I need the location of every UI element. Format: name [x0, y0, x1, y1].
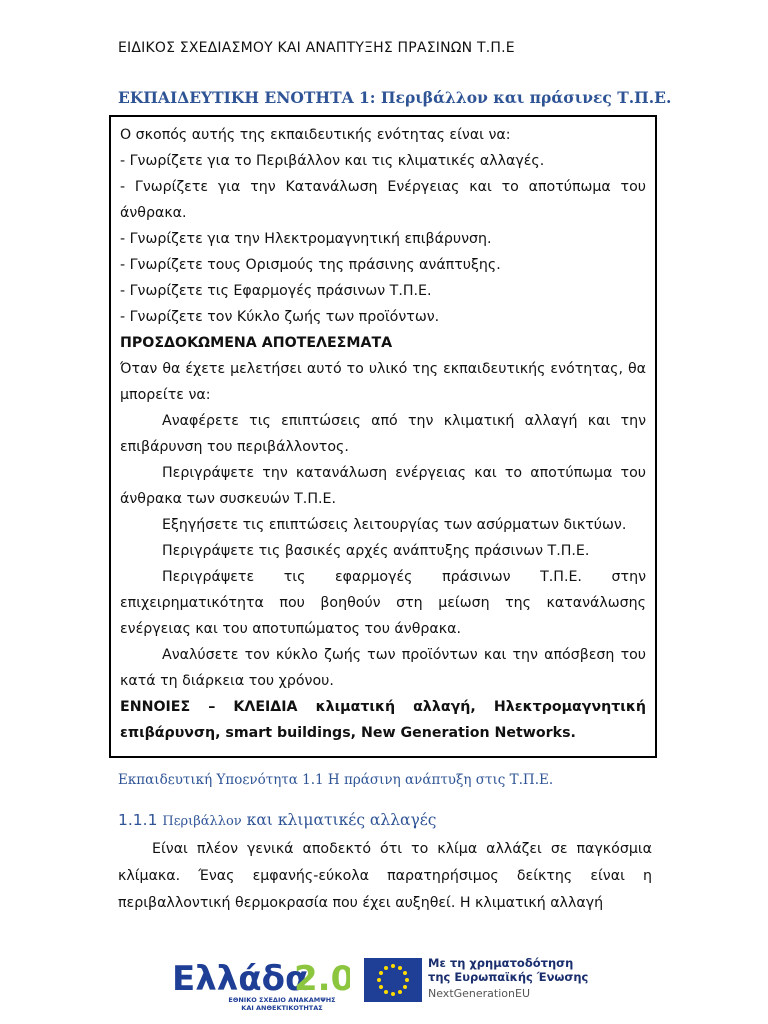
- eu-logo-line2: της Ευρωπαϊκής Ένωσης: [428, 970, 589, 984]
- outcome-item: Αναλύσετε τον κύκλο ζωής των προϊόντων και την απόσβεση του κατά τη διάρκεια του χρόνου.: [120, 647, 646, 689]
- eu-flag-icon: [364, 958, 422, 1002]
- greece-logo-main: Ελλάδα: [172, 959, 309, 999]
- goal-item: - Γνωρίζετε για την Κατανάλωση Ενέργειας και το αποτύπωμα του άνθρακα.: [120, 179, 646, 221]
- subunit-title: Εκπαιδευτική Υποενότητα 1.1 Η πράσινη ανάπτυξη στις Τ.Π.Ε.: [118, 772, 554, 788]
- eu-logo-line1: Με τη χρηματοδότηση: [428, 956, 574, 970]
- body-text: [118, 836, 652, 917]
- outcome-item: Περιγράψετε την κατανάλωση ενέργειας και το αποτύπωμα του άνθρακα των συσκευών Τ.Π.Ε.: [120, 465, 646, 507]
- eu-logo-text: [428, 956, 588, 1001]
- goal-item: - Γνωρίζετε για την Ηλεκτρομαγνητική επιβάρυνση.: [120, 231, 492, 247]
- section-title-word: Περιβάλλον: [162, 814, 242, 829]
- objectives-box: [109, 115, 657, 758]
- keywords: ΕΝΝΟΙΕΣ – ΚΛΕΙΔΙΑ κλιματική αλλαγή, Ηλεκτρομαγνητική επιβάρυνση, smart buildings, New Generation Networks.: [120, 699, 646, 741]
- goal-item: - Γνωρίζετε τον Κύκλο ζωής των προϊόντων.: [120, 309, 440, 325]
- footer-logos: [0, 940, 768, 1024]
- outcome-item: Περιγράψετε τις βασικές αρχές ανάπτυξης πράσινων Τ.Π.Ε.: [162, 543, 590, 559]
- goal-item: - Γνωρίζετε τους Ορισμούς της πράσινης ανάπτυξης.: [120, 257, 501, 273]
- outcome-item: Περιγράψετε τις εφαρμογές πράσινων Τ.Π.Ε. στην επιχειρηματικότητα που βοηθούν στη μείωση της κατανάλωσης ενέργειας και του αποτυπώματος του άνθρακα.: [120, 569, 646, 637]
- outcomes-intro: Όταν θα έχετε μελετήσει αυτό το υλικό της εκπαιδευτικής ενότητας, θα μπορείτε να:: [120, 361, 646, 403]
- goal-item: - Γνωρίζετε για το Περιβάλλον και τις κλιματικές αλλαγές.: [120, 153, 545, 169]
- outcomes-heading: ΠΡΟΣΔΟΚΩΜΕΝΑ ΑΠΟΤΕΛΕΣΜΑΤΑ: [120, 335, 393, 351]
- eu-funding-logo: [360, 952, 590, 1016]
- greece-logo-num: 2.0: [294, 959, 350, 999]
- section-title-rest: και κλιματικές αλλαγές: [246, 811, 437, 829]
- greece-logo-sub2: ΚΑΙ ΑΝΘΕΚΤΙΚΟΤΗΤΑΣ: [241, 1004, 323, 1012]
- eu-logo-line3: NextGenerationEU: [428, 987, 530, 1000]
- greece-2-0-logo: [172, 952, 350, 1016]
- page-header: ΕΙΔΙΚΟΣ ΣΧΕΔΙΑΣΜΟΥ ΚΑΙ ΑΝΑΠΤΥΞΗΣ ΠΡΑΣΙΝΩΝ Τ.Π.Ε: [118, 40, 515, 56]
- unit-title: ΕΚΠΑΙΔΕΥΤΙΚΗ ΕΝΟΤΗΤΑ 1: Περιβάλλον και πράσινες Τ.Π.Ε.: [118, 88, 672, 107]
- goal-item: - Γνωρίζετε τις Εφαρμογές πράσινων Τ.Π.Ε.: [120, 283, 432, 299]
- section-number: 1.1.1: [118, 811, 158, 829]
- section-title: [118, 811, 436, 829]
- greece-logo-subtitle: [212, 996, 352, 1012]
- greece-logo-sub1: ΕΘΝΙΚΟ ΣΧΕΔΙΟ ΑΝΑΚΑΜΨΗΣ: [228, 996, 336, 1004]
- objectives-intro: Ο σκοπός αυτής της εκπαιδευτικής ενότητας είναι να:: [120, 127, 511, 143]
- outcome-item: Εξηγήσετε τις επιπτώσεις λειτουργίας των ασύρματων δικτύων.: [162, 517, 627, 533]
- outcome-item: Αναφέρετε τις επιπτώσεις από την κλιματική αλλαγή και την επιβάρυνση του περιβάλλοντος.: [120, 413, 646, 455]
- body-paragraph: Είναι πλέον γενικά αποδεκτό ότι το κλίμα αλλάζει σε παγκόσμια κλίμακα. Ένας εμφανής-εύκολα παρατηρήσιμος δείκτης είναι η περιβαλλοντική θερμοκρασία που έχει αυξηθεί. Η κλιματική αλλαγή: [118, 841, 652, 911]
